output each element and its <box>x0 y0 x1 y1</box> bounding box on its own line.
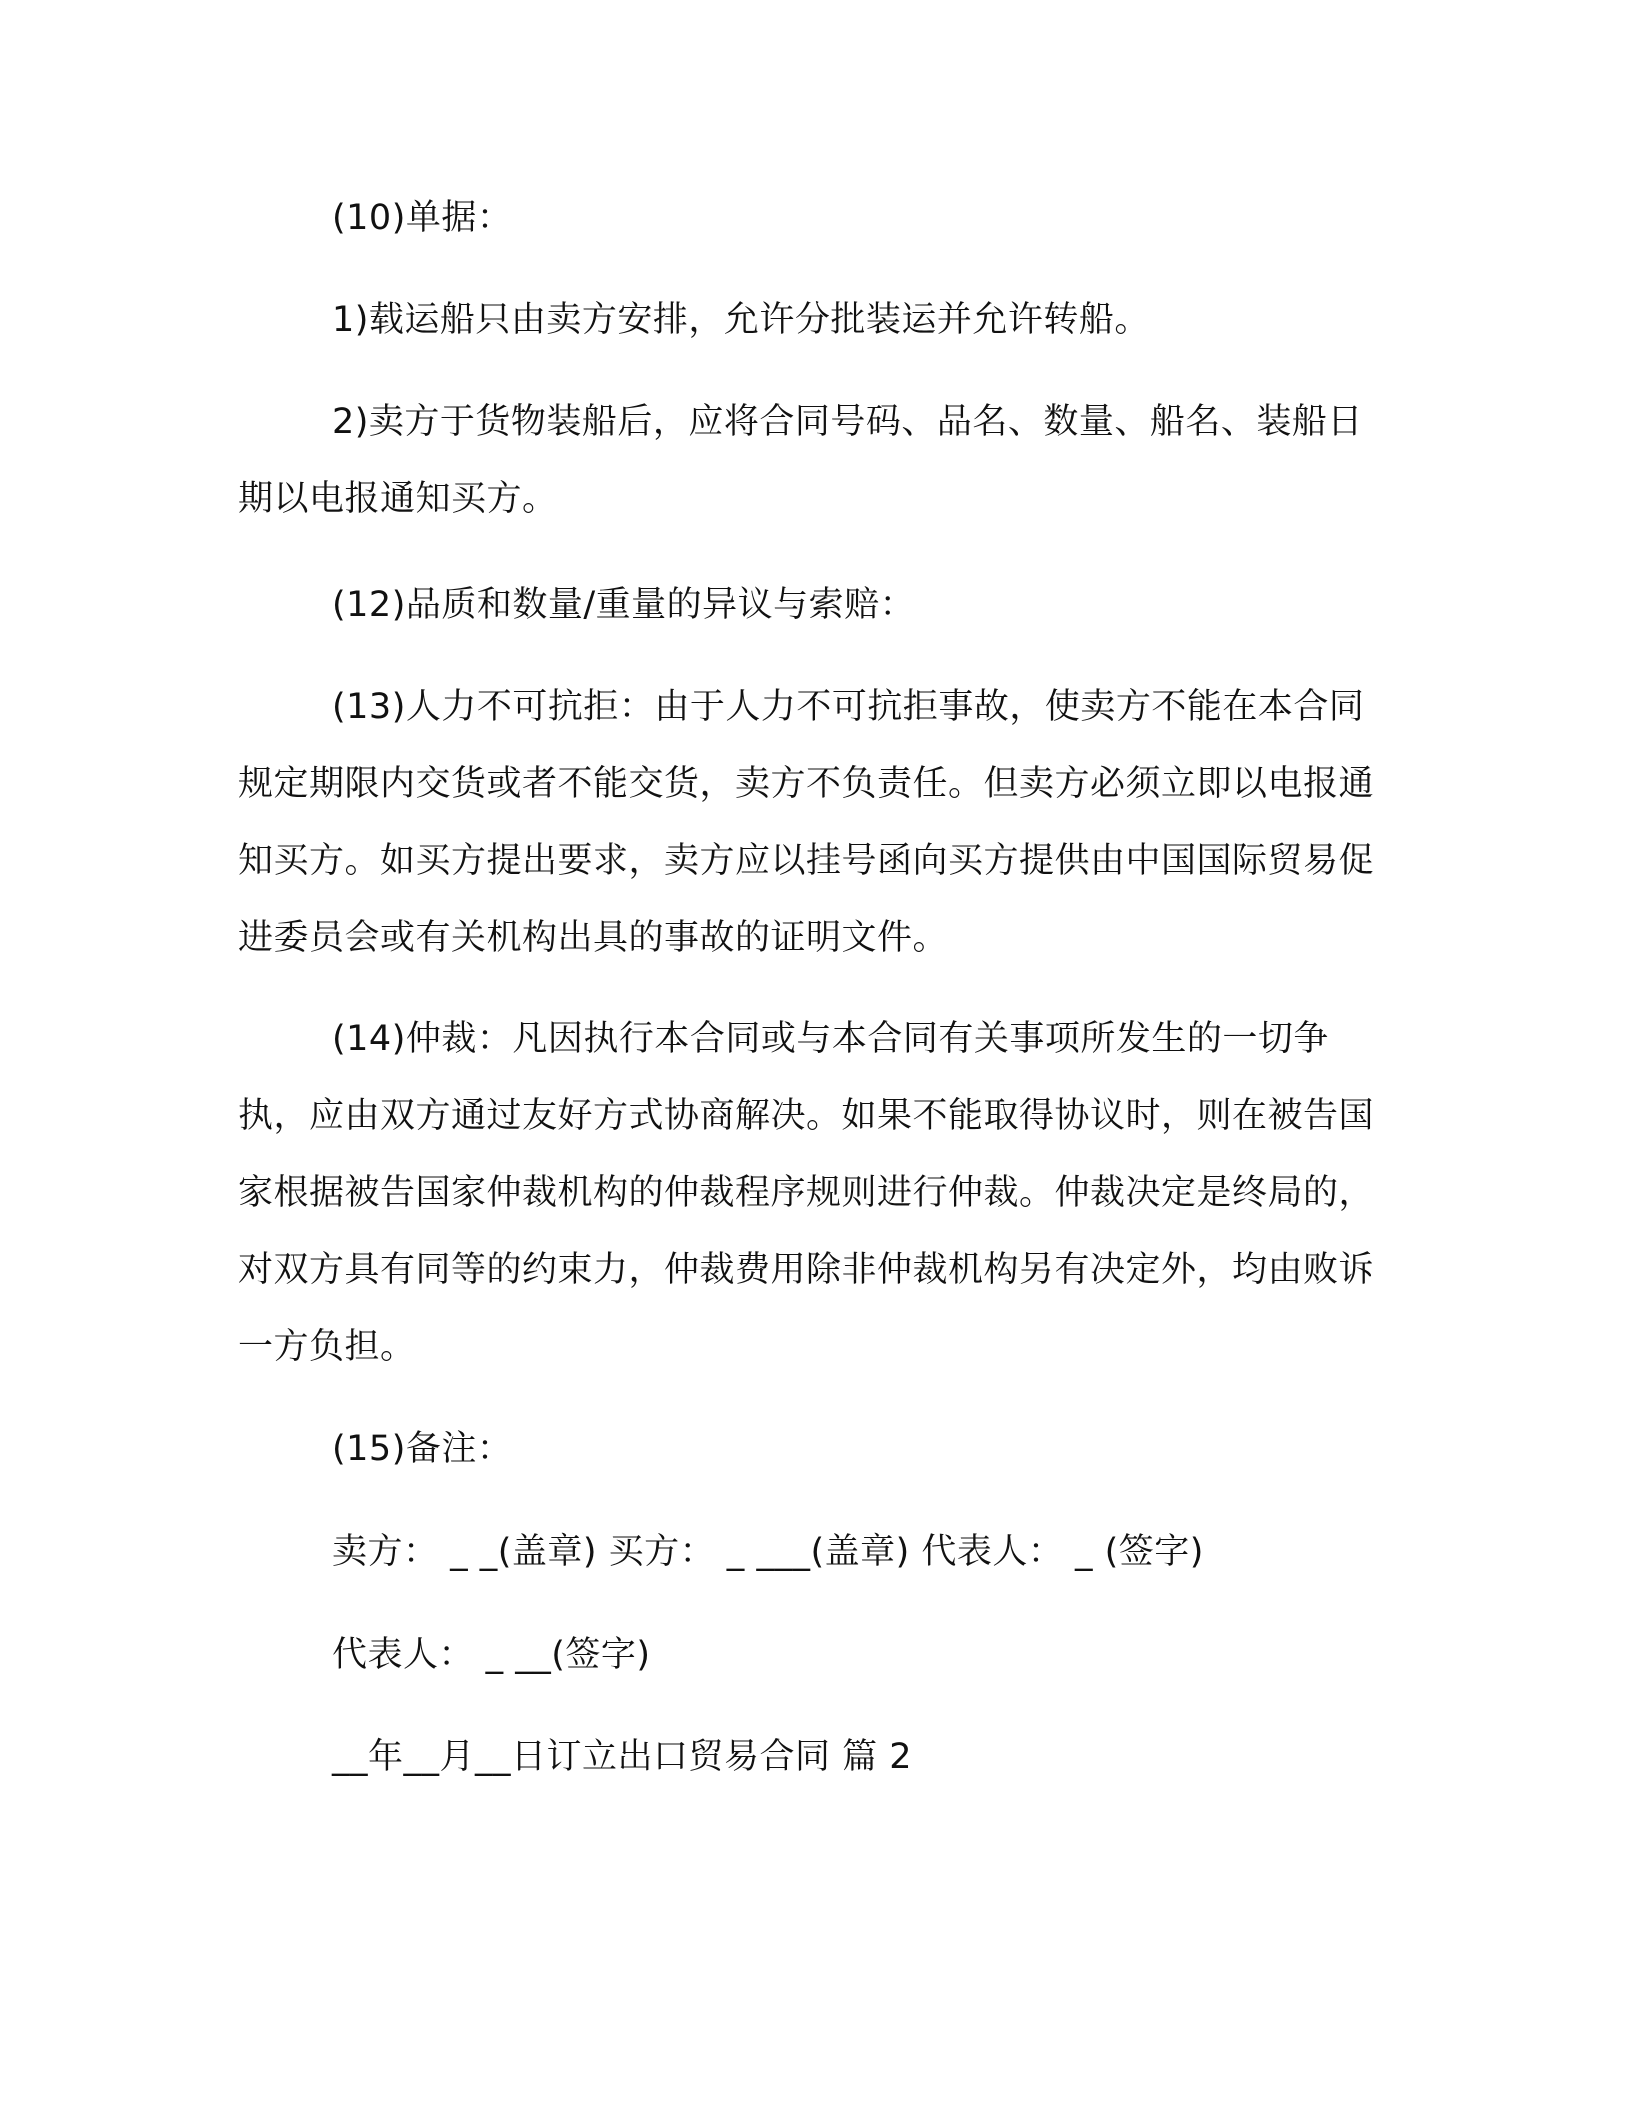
item-12-heading: (12)品质和数量/重量的异议与索赔： <box>332 585 916 625</box>
contract-date-line: __年__月__日订立出口贸易合同 篇 2 <box>332 1737 913 1777</box>
item-10-clause-2 <box>238 384 1378 538</box>
item-10-clause-2-text: 2)卖方于货物装船后，应将合同号码、品名、数量、船名、装船日期以电报通知买方。 <box>238 402 1363 519</box>
item-14-paragraph <box>238 1001 1378 1386</box>
item-14-text: (14)仲裁：凡因执行本合同或与本合同有关事项所发生的一切争执，应由双方通过友好方式协商解决。如果不能取得协议时，则在被告国家根据被告国家仲裁机构的仲裁程序规则进行仲裁。仲裁决定是终局的，对双方具有同等的约束力，仲裁费用除非仲裁机构另有决定外，均由败诉一方负担。 <box>238 1019 1375 1367</box>
signature-line-parties: 卖方： _ _(盖章) 买方： _ ___(盖章) 代表人： _ (签字) <box>332 1532 1204 1572</box>
item-15-heading: (15)备注： <box>332 1429 513 1469</box>
item-13-paragraph <box>238 669 1378 977</box>
item-10-clause-1: 1)载运船只由卖方安排，允许分批装运并允许转船。 <box>332 300 1150 340</box>
item-10-heading: (10)单据： <box>332 198 513 238</box>
item-13-text: (13)人力不可抗拒：由于人力不可抗拒事故，使卖方不能在本合同规定期限内交货或者不能交货，卖方不负责任。但卖方必须立即以电报通知买方。如买方提出要求，卖方应以挂号函向买方提供由中国国际贸易促进委员会或有关机构出具的事故的证明文件。 <box>238 687 1375 958</box>
signature-line-representative: 代表人： _ __(签字) <box>332 1635 651 1675</box>
